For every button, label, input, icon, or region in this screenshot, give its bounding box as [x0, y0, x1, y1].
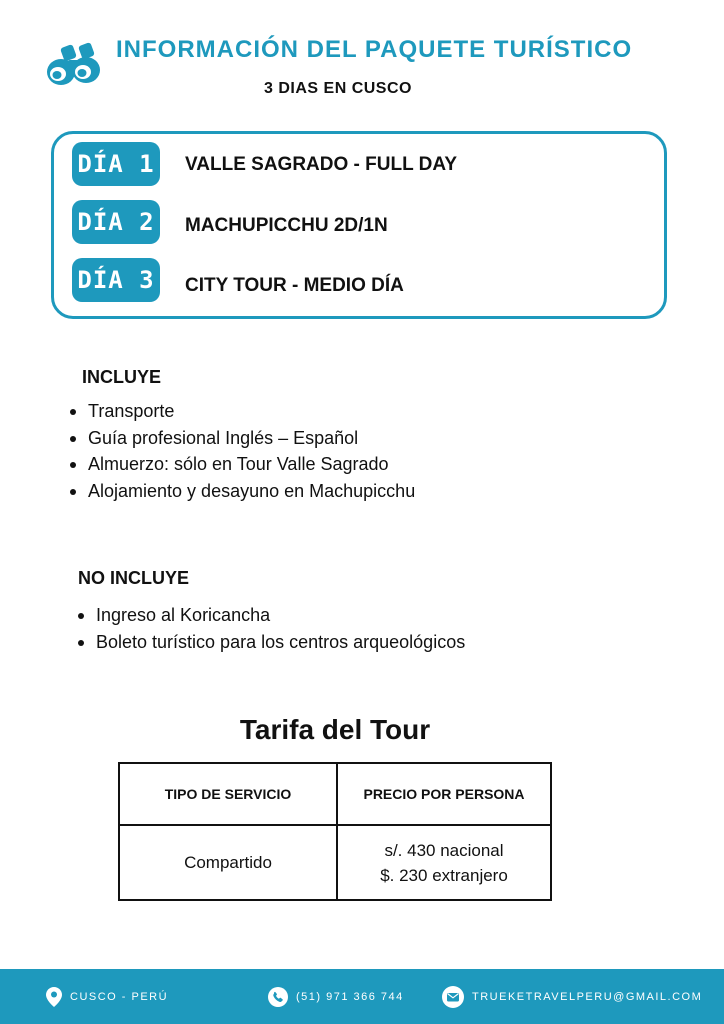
list-item: Alojamiento y desayuno en Machupicchu — [68, 478, 415, 505]
tariff-table — [118, 762, 552, 901]
includes-list — [68, 398, 415, 504]
footer-phone-text: (51) 971 366 744 — [296, 990, 404, 1003]
footer-bar — [0, 969, 724, 1024]
footer-phone — [268, 969, 404, 1024]
day-3-title: CITY TOUR - MEDIO DÍA — [185, 275, 404, 296]
footer-email-text: TRUEKETRAVELPERU@GMAIL.COM — [472, 990, 703, 1003]
includes-heading: INCLUYE — [82, 367, 162, 387]
price-foreign: $. 230 extranjero — [380, 865, 508, 885]
location-pin-icon — [46, 987, 62, 1007]
day-1-badge: DÍA 1 — [72, 142, 160, 186]
binoculars-icon — [44, 42, 104, 88]
day-3-badge: DÍA 3 — [72, 258, 160, 302]
footer-email — [442, 969, 702, 1024]
footer-location-text: CUSCO - PERÚ — [70, 990, 169, 1003]
service-cell: Compartido — [119, 825, 337, 900]
footer-location — [46, 969, 168, 1024]
header-price: PRECIO POR PERSONA — [337, 763, 551, 825]
tariff-title: Tarifa del Tour — [239, 714, 431, 745]
email-icon — [442, 986, 464, 1008]
excludes-list — [76, 602, 465, 655]
phone-icon — [268, 987, 288, 1007]
page-subtitle: 3 DIAS EN CUSCO — [264, 80, 412, 97]
list-item: Transporte — [68, 398, 415, 425]
list-item: Almuerzo: sólo en Tour Valle Sagrado — [68, 451, 415, 478]
list-item: Ingreso al Koricancha — [76, 602, 465, 629]
day-2-title: MACHUPICCHU 2D/1N — [185, 215, 388, 236]
list-item: Boleto turístico para los centros arqueológicos — [76, 629, 465, 656]
page-title: INFORMACIÓN DEL PAQUETE TURÍSTICO — [116, 36, 633, 63]
header-service-type: TIPO DE SERVICIO — [119, 763, 337, 825]
day-1-title: VALLE SAGRADO - FULL DAY — [185, 154, 457, 175]
price-national: s/. 430 nacional — [384, 840, 504, 860]
table-header-row — [119, 763, 551, 825]
table-row — [119, 825, 551, 900]
list-item: Guía profesional Inglés – Español — [68, 425, 415, 452]
price-cell — [337, 825, 551, 900]
excludes-heading: NO INCLUYE — [78, 568, 190, 588]
day-2-badge: DÍA 2 — [72, 200, 160, 244]
